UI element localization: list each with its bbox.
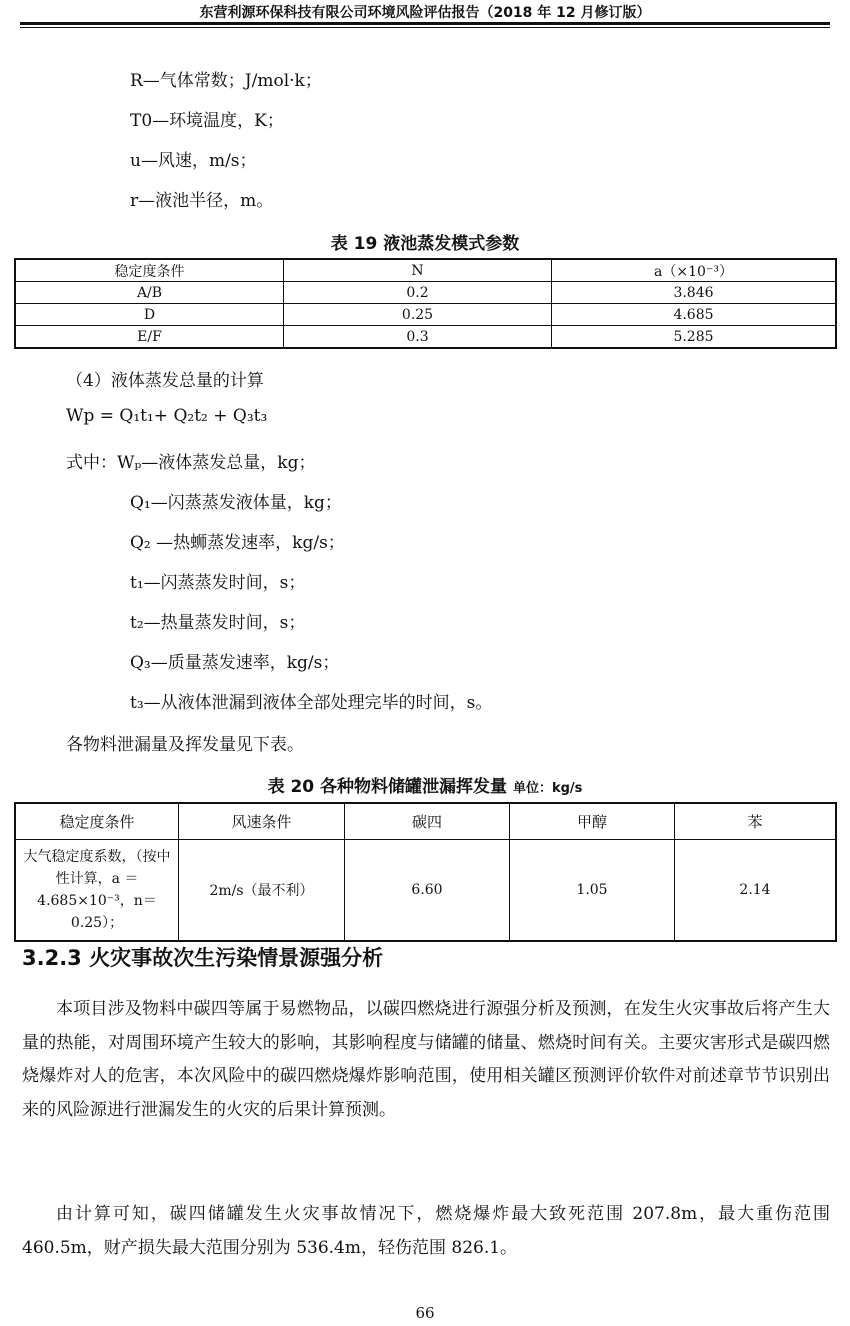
table20 [14,802,837,942]
subsection-4: （4）液体蒸发总量的计算 [66,371,264,391]
table-header-cell: 苯 [675,803,837,840]
def-u: u—风速，m/s； [130,151,257,171]
table19-caption: 表 19 液池蒸发模式参数 [330,234,520,254]
table-cell: 0.25 [284,304,552,326]
table-header-cell: N [284,259,552,282]
table-cell: D [15,304,284,326]
header-rule-thick [20,22,830,25]
def-t0: T0—环境温度，K； [130,111,284,131]
table-header-cell: a（×10⁻³） [552,259,837,282]
table-header-row [15,259,836,282]
table-header-cell: 碳四 [345,803,510,840]
section-title: 3.2.3 火灾事故次生污染情景源强分析 [22,946,384,970]
table20-caption-row [0,772,850,797]
def-radius: r—液池半径，m。 [130,191,274,211]
table-header-cell: 风速条件 [179,803,345,840]
table-cell: E/F [15,326,284,349]
formula: Wp = Q₁t₁+ Q₂t₂ + Q₃t₃ [66,406,268,426]
paragraph: 本项目涉及物料中碳四等属于易燃物品，以碳四燃烧进行源强分析及预测，在发生火灾事故后将产生大量的热能，对周围环境产生较大的影响，其影响程度与储罐的储量、燃烧时间有关。主要灾害形式是碳四燃烧爆炸对人的危害，本次风险中的碳四燃烧爆炸影响范围，使用相关罐区预测评价软件对前述章节节识别出来的风险源进行泄漏发生的火灾的后果计算预测。 [22,999,830,1120]
def-q3: Q₃—质量蒸发速率，kg/s； [130,653,340,673]
def-t2: t₂—热量蒸发时间，s； [130,613,306,633]
page-header: 东营利源环保科技有限公司环境风险评估报告（2018 年 12 月修订版） [199,5,651,21]
table19 [14,258,837,349]
table-intro: 各物料泄漏量及挥发量见下表。 [66,735,304,755]
def-wp: 式中：Wₚ—液体蒸发总量，kg； [66,453,316,473]
def-t1: t₁—闪蒸蒸发时间，s； [130,573,306,593]
table-cell: 4.685 [552,304,837,326]
def-q2: Q₂ —热蛳蒸发速率，kg/s； [130,533,345,553]
table-header-cell: 稳定度条件 [15,259,284,282]
table-row [15,326,836,349]
def-q1: Q₁—闪蒸蒸发液体量，kg； [130,493,342,513]
table-header-cell: 甲醇 [510,803,675,840]
table-cell: 3.846 [552,282,837,304]
def-r: R—气体常数；J/mol·k； [130,71,322,91]
table-cell: 0.2 [284,282,552,304]
table-cell: 1.05 [510,840,675,942]
table-cell: 2m/s（最不利） [179,840,345,942]
header-rule-thin [20,27,830,28]
table20-unit: 单位：kg/s [512,781,583,796]
table-header-cell: 稳定度条件 [15,803,179,840]
table-header-row [15,803,836,840]
page-number: 66 [415,1304,435,1322]
table-row [15,304,836,326]
table-cell: 大气稳定度系数，（按中性计算，a ＝4.685×10⁻³，n＝ 0.25）； [15,840,179,942]
table-cell: 2.14 [675,840,837,942]
table-cell: 6.60 [345,840,510,942]
table20-caption: 表 20 各种物料储罐泄漏挥发量 [267,777,508,797]
paragraph: 由计算可知，碳四储罐发生火灾事故情况下，燃烧爆炸最大致死范围 207.8m，最大重伤范围 460.5m，财产损失最大范围分别为 536.4m，轻伤范围 826.1。 [22,1204,830,1258]
def-t3: t₃—从液体泄漏到液体全部处理完毕的时间，s。 [130,693,493,713]
table-row [15,282,836,304]
table-row [15,840,836,942]
table-cell: 5.285 [552,326,837,349]
table-cell: A/B [15,282,284,304]
table-cell: 0.3 [284,326,552,349]
